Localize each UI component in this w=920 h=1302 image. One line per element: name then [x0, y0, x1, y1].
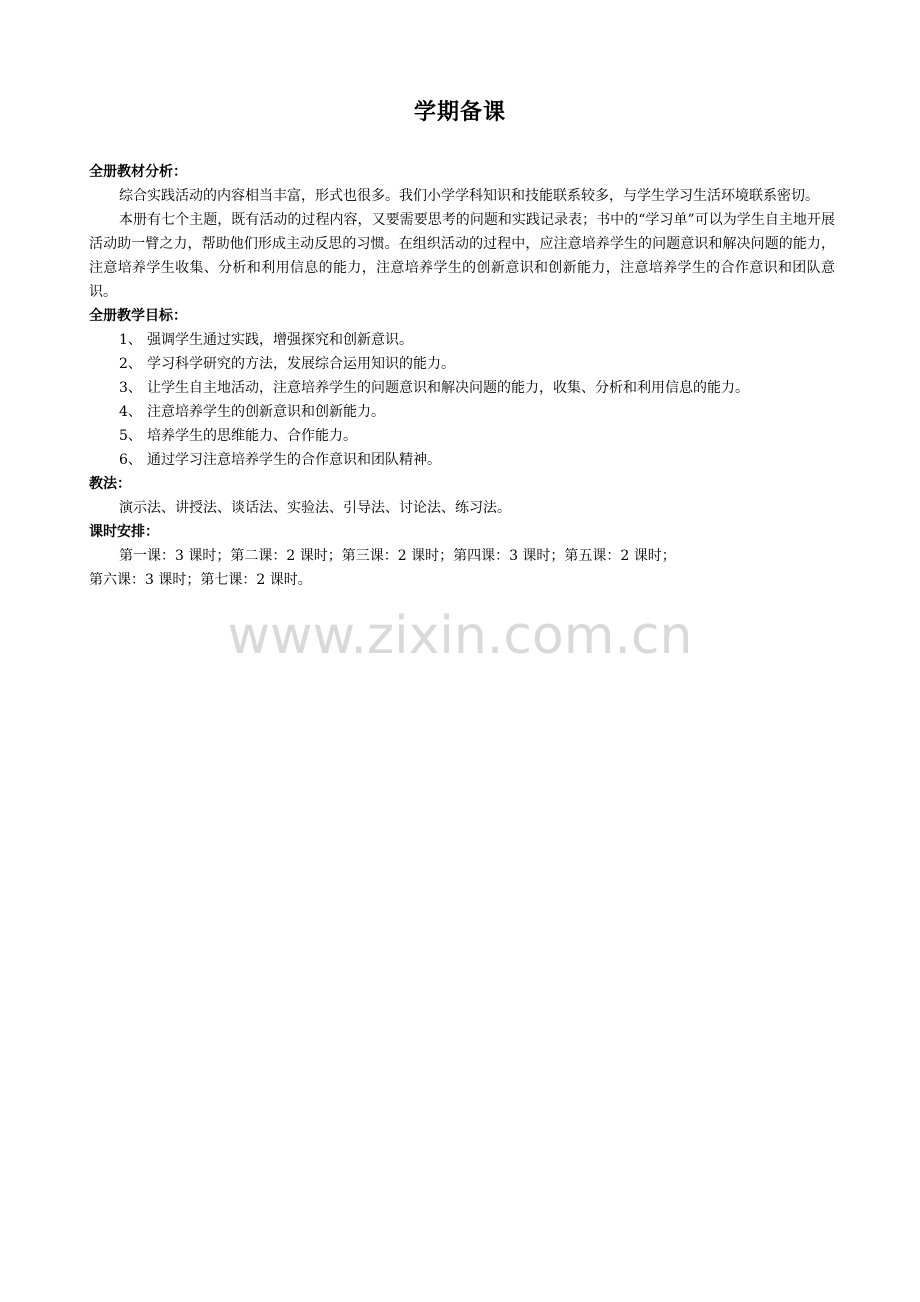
document-title: 学期备课	[413, 100, 506, 125]
goal-item	[89, 424, 835, 448]
section-schedule	[89, 520, 835, 592]
goal-number: 1、	[119, 332, 142, 348]
document-body	[89, 160, 835, 592]
goal-text: 让学生自主地活动，注意培养学生的问题意识和解决问题的能力，收集、分析和利用信息的能力。	[147, 380, 749, 396]
goal-item	[89, 400, 835, 424]
analysis-paragraph-2: 本册有七个主题，既有活动的过程内容，又要需要思考的问题和实践记录表；书中的“学习单”可以为学生自主地开展活动助一臂之力，帮助他们形成主动反思的习惯。在组织活动的过程中，应注意培养学生的问题意识和解决问题的能力，注意培养学生收集、分析和利用信息的能力，注意培养学生的创新意识和创新能力，注意培养学生的合作意识和团队意识。	[89, 212, 835, 300]
analysis-heading: 全册教材分析：	[89, 164, 187, 180]
section-goals	[89, 304, 835, 472]
goals-heading: 全册教学目标：	[89, 308, 187, 324]
goal-text: 学习科学研究的方法，发展综合运用知识的能力。	[147, 356, 455, 372]
goal-text: 通过学习注意培养学生的合作意识和团队精神。	[147, 452, 441, 468]
schedule-heading: 课时安排：	[89, 524, 159, 540]
schedule-line-2: 第六课：3 课时；第七课：2 课时。	[89, 572, 312, 588]
goal-item	[89, 448, 835, 472]
goal-number: 5、	[119, 428, 142, 444]
goal-text: 注意培养学生的创新意识和创新能力。	[147, 404, 385, 420]
goal-text: 强调学生通过实践，增强探究和创新意识。	[147, 332, 413, 348]
goal-item	[89, 352, 835, 376]
goal-item	[89, 328, 835, 352]
analysis-paragraph-1: 综合实践活动的内容相当丰富，形式也很多。我们小学学科知识和技能联系较多，与学生学习生活环境联系密切。	[119, 188, 819, 204]
section-analysis	[89, 160, 835, 304]
section-methods	[89, 472, 835, 520]
goal-number: 3、	[119, 380, 142, 396]
methods-text: 演示法、讲授法、谈话法、实验法、引导法、讨论法、练习法。	[119, 500, 511, 516]
methods-heading: 教法：	[89, 476, 131, 492]
watermark: www.zixin.com.cn	[227, 606, 693, 666]
goal-item	[89, 376, 835, 400]
schedule-line-1: 第一课：3 课时；第二课：2 课时；第三课：2 课时；第四课：3 课时；第五课：2 课时；	[119, 548, 676, 564]
goal-text: 培养学生的思维能力、合作能力。	[147, 428, 357, 444]
goal-number: 2、	[119, 356, 142, 372]
goal-number: 6、	[119, 452, 142, 468]
goal-number: 4、	[119, 404, 142, 420]
